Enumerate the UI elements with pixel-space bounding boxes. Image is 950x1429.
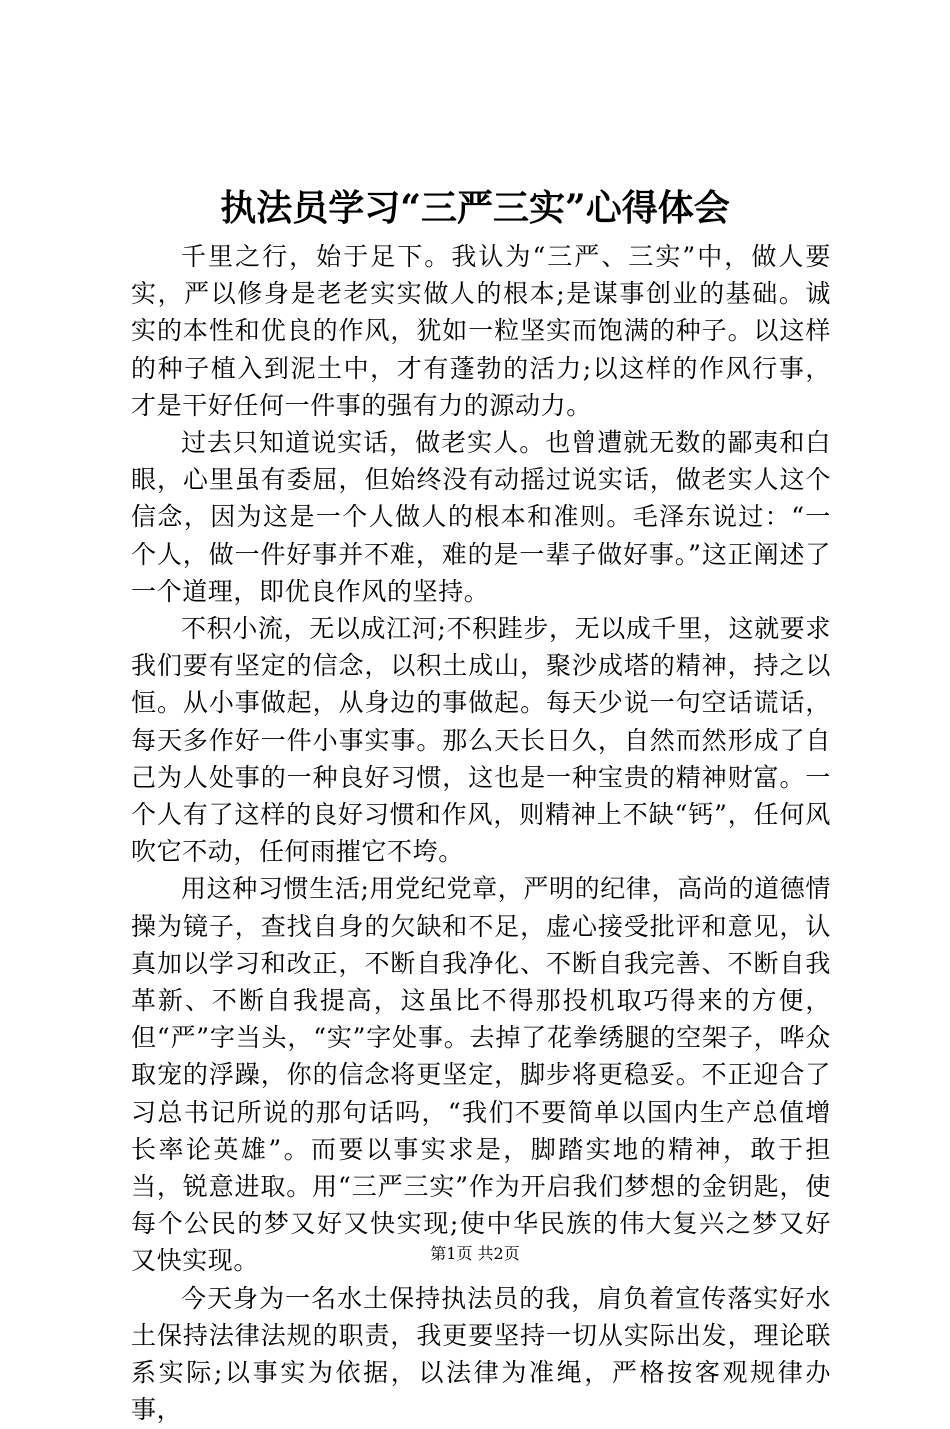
paragraph-2: 过去只知道说实话，做老实人。也曾遭就无数的鄙夷和白眼，心里虽有委屈，但始终没有动摇过说实话，做老实人这个信念，因为这是一个人做人的根本和准则。毛泽东说过：“一个人，做一件好事并不难，难的是一辈子做好事。”这正阐述了一个道理，即优良作风的坚持。: [131, 428, 831, 606]
paragraph-5: 今天身为一名水土保持执法员的我，肩负着宣传落实好水土保持法律法规的职责，我更要坚持一切从实际出发，理论联系实际;以事实为依据，以法律为准绳，严格按客观规律办事，: [131, 1283, 831, 1425]
paragraph-1: 千里之行，始于足下。我认为“三严、三实”中，做人要实，严以修身是老老实实做人的根本;是谋事创业的基础。诚实的本性和优良的作风，犹如一粒坚实而饱满的种子。以这样的种子植入到泥土中，才有蓬勃的活力;以这样的作风行事，才是干好任何一件事的强有力的源动力。: [131, 242, 831, 420]
document-title: 执法员学习“三严三实”心得体会: [220, 187, 730, 229]
paragraph-4: 用这种习惯生活;用党纪党章，严明的纪律，高尚的道德情操为镜子，查找自身的欠缺和不足，虚心接受批评和意见，认真加以学习和改正，不断自我净化、不断自我完善、不断自我革新、不断自我提高，这虽比不得那投机取巧得来的方便，但“严”字当头，“实”字处事。去掉了花拳绣腿的空架子，哗众取宠的浮躁，你的信念将更坚定，脚步将更稳妥。不正迎合了习总书记所说的那句话吗，“我们不要简单以国内生产总值增长率论英雄”。而要以事实求是，脚踏实地的精神，敢于担当，锐意进取。用“三严三实”作为开启我们梦想的金钥匙，使每个公民的梦又好又快实现;使中华民族的伟大复兴之梦又好又快实现。: [131, 874, 831, 1276]
paragraph-3: 不积小流，无以成江河;不积跬步，无以成千里，这就要求我们要有坚定的信念，以积土成山，聚沙成塔的精神，持之以恒。从小事做起，从身边的事做起。每天少说一句空话谎话，每天多作好一件小事实事。那么天长日久，自然而然形成了自己为人处事的一种良好习惯，这也是一种宝贵的精神财富。一个人有了这样的良好习惯和作风，则精神上不缺“钙”，任何风吹它不动，任何雨摧它不垮。: [131, 614, 831, 867]
page-number-footer: 第1页 共2页: [430, 1244, 520, 1263]
